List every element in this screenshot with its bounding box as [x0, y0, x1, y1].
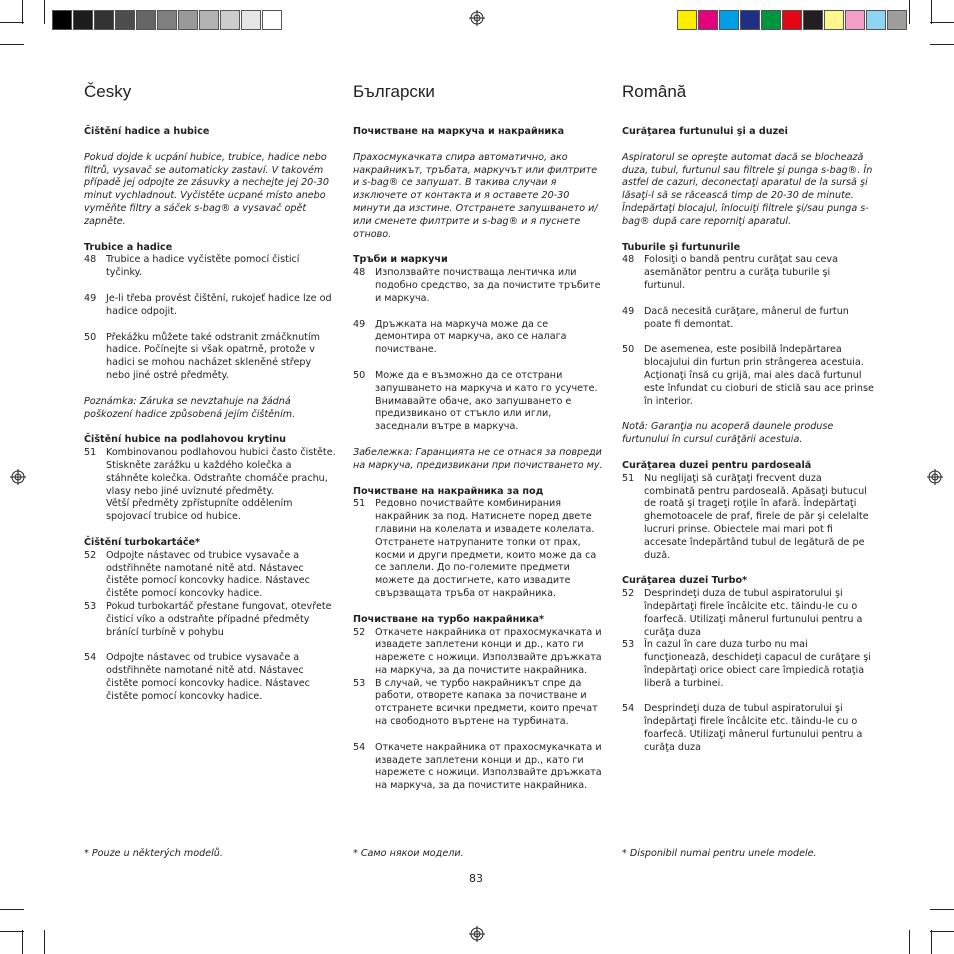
color-swatch: [94, 10, 114, 30]
numbered-step: [84, 254, 336, 280]
registration-mark-icon: [469, 10, 485, 26]
color-swatch: [73, 10, 93, 30]
numbered-step: [353, 742, 605, 793]
color-swatch: [178, 10, 198, 30]
crop-mark: [931, 930, 932, 954]
color-swatch: [115, 10, 135, 30]
crop-mark: [44, 0, 45, 24]
registration-mark-icon: [927, 469, 943, 485]
step-number: 49: [353, 318, 366, 330]
section-heading: Почистване на турбо накрайника*: [353, 613, 544, 625]
spacer: [622, 293, 874, 306]
color-swatch: [761, 10, 781, 30]
section-heading: Čištění hubice na podlahovou krytinu: [84, 434, 287, 446]
step-text: Pokud turbokartáč přestane fungovat, otevřete čisticí víko a odstraňte případné předměty bránící turbíně v pohybu: [106, 600, 332, 638]
spacer: [84, 229, 336, 242]
step-number: 51: [622, 472, 635, 484]
footnote: * Disponibil numai pentru unele modele.: [622, 848, 817, 859]
step-number: 48: [622, 254, 635, 266]
color-swatch: [740, 10, 760, 30]
section-heading: Почистване на маркуча и накрайника: [353, 126, 565, 137]
step-text: Trubice a hadice vyčistěte pomocí čisticí tyčinky.: [106, 254, 300, 279]
section-heading: Curăţarea duzei Turbo*: [622, 575, 748, 587]
color-swatch: [845, 10, 865, 30]
step-text: Desprindeţi duza de tubul aspiratorului şi îndepărtaţi firele încâlcite etc. tăindu-le cu o foarfecă. Utilizaţi mânerul furtunului pentru a curăţa duza: [644, 588, 863, 638]
section-heading: Тръби и маркучи: [353, 254, 448, 266]
column-body: [353, 126, 605, 793]
note-paragraph: Забележка: Гаранцията не се отнася за повреди на маркуча, предизвикани при почистването му.: [353, 446, 603, 471]
spacer: [353, 729, 605, 742]
spacer: [353, 473, 605, 486]
step-text: În cazul în care duza turbo nu mai funcţionează, deschideţi capacul de curăţare şi îndepărtaţi orice obiect care împiedică rotaţia liberă a turbinei.: [644, 639, 871, 689]
step-text: Редовно почиствайте комбинирания накрайник за под. Натиснете поред двете главини на колелата и извадете колелата. Отстранете натрупаните топки от прах, косми и други предмети, които може да са се заплели. До по-големите предмети можете да достигнете, като извадите свързващата тръба от накрайника.: [375, 498, 597, 599]
step-text: Je-li třeba provést čištění, rukojeť hadice lze od hadice odpojit.: [106, 292, 332, 317]
spacer: [84, 319, 336, 332]
color-swatch: [199, 10, 219, 30]
crop-mark: [0, 931, 24, 932]
step-text: Odpojte nástavec od trubice vysavače a odstřihněte namotané nitě atd. Nástavec čistěte pomocí koncovky hadice. Nástavec čistěte pomocí koncovky hadice.: [106, 549, 310, 600]
column-title: Česky: [84, 82, 132, 101]
spacer: [622, 331, 874, 344]
numbered-step: [353, 678, 605, 729]
crop-mark: [909, 930, 910, 954]
column-title: Български: [353, 82, 435, 101]
numbered-step: [622, 703, 874, 754]
step-number: 49: [84, 292, 97, 304]
note-paragraph: Aspiratorul se opreşte automat dacă se blochează duza, tubul, furtunul sau filtrele şi punga s-bag®. În astfel de cazuri, deconectaţi aparatul de la sursă şi lăsaţi-l să se răcească timp de 20-30 de minute. Îndepărtaţi blocajul, înlocuiţi filtrele şi/sau punga s-bag® după care reporniţi aparatul.: [622, 151, 873, 227]
spacer: [622, 447, 874, 460]
spacer: [353, 357, 605, 370]
step-text: Folosiţi o bandă pentru curăţat sau ceva asemănător pentru a curăţa tuburile şi furtunul.: [644, 254, 838, 291]
color-swatch: [866, 10, 886, 30]
spacer: [353, 434, 605, 447]
numbered-step: [622, 344, 874, 408]
numbered-step: [84, 652, 336, 703]
step-number: 52: [84, 549, 97, 561]
step-text: Дръжката на маркуча може да се демонтира от маркуча, ако се налага почистване.: [375, 318, 567, 356]
column-bulgarian: [353, 82, 605, 793]
color-swatch: [782, 10, 802, 30]
registration-mark-icon: [469, 926, 485, 942]
step-text: Може да е възможно да се отстрани запушването на маркуча и като го усучете. Внимавайте обаче, ако запушването е предизвикано от стъкло или игли, заседнали вътре в маркуча.: [375, 369, 598, 433]
step-text: Използвайте почистваща лентичка или подобно средство, за да почистите тръбите и маркуча.: [375, 267, 601, 304]
crop-mark: [930, 22, 954, 23]
crop-mark: [0, 909, 24, 910]
step-number: 54: [622, 703, 635, 715]
page-number: 83: [469, 872, 483, 885]
spacer: [84, 421, 336, 434]
step-number: 49: [622, 305, 635, 317]
step-number: 50: [84, 331, 97, 343]
crop-mark: [930, 931, 954, 932]
note-paragraph: Прахосмукачката спира автоматично, ако накрайникът, тръбата, маркучът или филтрите и s-bag® се запушат. В такива случаи я изключете от контакта и я оставете 20-30 минути да изстине. Отстранете запушването и/или сменете филтрите и s-bag® и я пуснете отново.: [353, 151, 598, 240]
step-number: 51: [353, 498, 366, 510]
column-title: Română: [622, 82, 687, 101]
step-text: Desprindeţi duza de tubul aspiratorului şi îndepărtaţi firele încâlcite etc. tăindu-le cu o foarfecă. Utilizaţi mânerul furtunului pentru a curăţa duza: [644, 703, 863, 753]
color-swatch: [824, 10, 844, 30]
step-text: Překážku můžete také odstranit zmáčknutím hadice. Počínejte si však opatrně, protože v hadici se mohou nacházet skleněné střepy nebo jiné ostré předměty.: [106, 331, 320, 381]
spacer: [353, 601, 605, 614]
color-swatch: [136, 10, 156, 30]
spacer: [353, 306, 605, 319]
color-swatch: [887, 10, 907, 30]
color-swatch: [262, 10, 282, 30]
spacer: [622, 408, 874, 421]
column-czech: [84, 82, 336, 703]
column-romanian: [622, 82, 874, 755]
footnote: * Pouze u některých modelů.: [84, 848, 223, 859]
step-text: Nu neglijaţi să curăţaţi frecvent duza combinată pentru pardoseală. Apăsaţi butucul de roată şi trageţi roţile în afară. Îndepărtaţi ghemotoacele de praf, firele de păr şi celelalte lucruri prinse. Obiectele mai mari pot fi accesate îndepărtând tubul de legătură de pe duză.: [644, 472, 869, 561]
step-text: De asemenea, este posibilă îndepărtarea blocajului din furtun prin strângerea acestuia. Acţionaţi însă cu grijă, mai ales dacă furtunul este înfundat cu cioburi de sticlă sau ace prinse în interior.: [644, 344, 874, 407]
step-text: Kombinovanou podlahovou hubici často čistěte. Stiskněte zarážku u každého kolečka a stáhněte kolečka. Odstraňte chomáče prachu, vlasy nebo jiné uvíznuté předměty. Větší předměty zpřístupníte oddělením spojovací trubice od hubice.: [106, 447, 336, 523]
crop-mark: [0, 22, 24, 23]
numbered-step: [84, 447, 336, 524]
numbered-step: [622, 588, 874, 639]
section-heading: Curăţarea furtunului şi a duzei: [622, 126, 788, 137]
step-number: 48: [353, 267, 366, 279]
step-number: 53: [84, 600, 97, 612]
spacer: [622, 139, 874, 152]
grey-color-bar: [52, 10, 283, 30]
numbered-step: [622, 306, 874, 332]
numbered-step: [353, 370, 605, 434]
step-text: Odpojte nástavec od trubice vysavače a odstřihněte namotané nitě atd. Nástavec čistěte pomocí koncovky hadice. Nástavec čistěte pomocí koncovky hadice.: [106, 652, 310, 702]
note-paragraph: Poznámka: Záruka se nevztahuje na žádná poškození hadice způsobená jejím čištěním.: [84, 395, 296, 420]
numbered-step: [622, 639, 874, 690]
step-number: 53: [622, 639, 635, 651]
section-heading: Čištění hadice a hubice: [84, 126, 210, 137]
crop-mark: [44, 930, 45, 954]
spacer: [353, 241, 605, 254]
spacer: [622, 562, 874, 575]
numbered-step: [84, 332, 336, 383]
step-number: 54: [353, 741, 366, 753]
numbered-step: [622, 473, 874, 563]
column-body: [622, 126, 874, 755]
color-swatch: [220, 10, 240, 30]
note-paragraph: Pokud dojde k ucpání hubice, trubice, hadice nebo filtrů, vysavač se automaticky zastaví. V takovém případě jej odpojte ze zásuvky a nechejte jej 20-30 minut vychladnout. Vyčistěte ucpané místo anebo vyměňte filtry a sáček s-bag® a vysavač opět zapněte.: [84, 151, 329, 227]
spacer: [84, 383, 336, 396]
spacer: [622, 229, 874, 242]
step-number: 48: [84, 254, 97, 266]
step-text: Dacă necesită curăţare, mânerul de furtun poate fi demontat.: [644, 305, 849, 330]
step-number: 54: [84, 652, 97, 664]
color-swatch: [52, 10, 72, 30]
crop-mark: [22, 930, 23, 954]
numbered-step: [353, 498, 605, 600]
color-swatch: [241, 10, 261, 30]
numbered-step: [622, 254, 874, 292]
numbered-step: [84, 293, 336, 319]
numbered-step: [353, 319, 605, 357]
section-heading: Curăţarea duzei pentru pardoseală: [622, 459, 812, 471]
spacer: [84, 280, 336, 293]
step-number: 52: [353, 626, 366, 638]
crop-mark: [930, 909, 954, 910]
crop-mark: [931, 0, 932, 24]
crop-mark: [930, 44, 954, 45]
numbered-step: [84, 601, 336, 639]
footnote: * Само някои модели.: [353, 848, 464, 859]
note-paragraph: Notă: Garanţia nu acoperă daunele produse furtunului în cursul curăţării acestuia.: [622, 421, 834, 446]
crop-mark: [22, 0, 23, 24]
color-swatch: [803, 10, 823, 30]
numbered-step: [353, 627, 605, 678]
section-heading: Čištění turbokartáče*: [84, 536, 201, 548]
color-swatch: [677, 10, 697, 30]
registration-mark-icon: [10, 469, 26, 485]
spacer: [353, 139, 605, 152]
section-heading: Почистване на накрайника за под: [353, 485, 544, 497]
step-text: Откачете накрайника от прахосмукачката и извадете заплетени конци и др., като ги нарежете с ножици. Използвайте дръжката на маркуча, за да почистите накрайника.: [375, 741, 602, 792]
step-text: В случай, че турбо накрайникът спре да работи, отворете капака за почистване и отстранете всички предмети, които пречат на свободното въртене на турбината.: [375, 677, 598, 728]
process-color-bar: [677, 10, 908, 30]
step-text: Откачете накрайника от прахосмукачката и извадете заплетени конци и др., като ги нарежете с ножици. Използвайте дръжката на маркуча, за да почистите накрайника.: [375, 626, 602, 676]
spacer: [622, 690, 874, 703]
step-number: 50: [622, 344, 635, 356]
step-number: 50: [353, 369, 366, 381]
section-heading: Trubice a hadice: [84, 241, 173, 253]
column-body: [84, 126, 336, 703]
numbered-step: [84, 550, 336, 601]
color-swatch: [719, 10, 739, 30]
section-heading: Tuburile şi furtunurile: [622, 241, 741, 253]
step-number: 53: [353, 677, 366, 689]
crop-mark: [909, 0, 910, 24]
color-swatch: [157, 10, 177, 30]
step-number: 52: [622, 588, 635, 600]
spacer: [84, 139, 336, 152]
step-number: 51: [84, 447, 97, 459]
spacer: [84, 524, 336, 537]
spacer: [84, 639, 336, 652]
numbered-step: [353, 267, 605, 305]
crop-mark: [0, 44, 24, 45]
color-swatch: [698, 10, 718, 30]
